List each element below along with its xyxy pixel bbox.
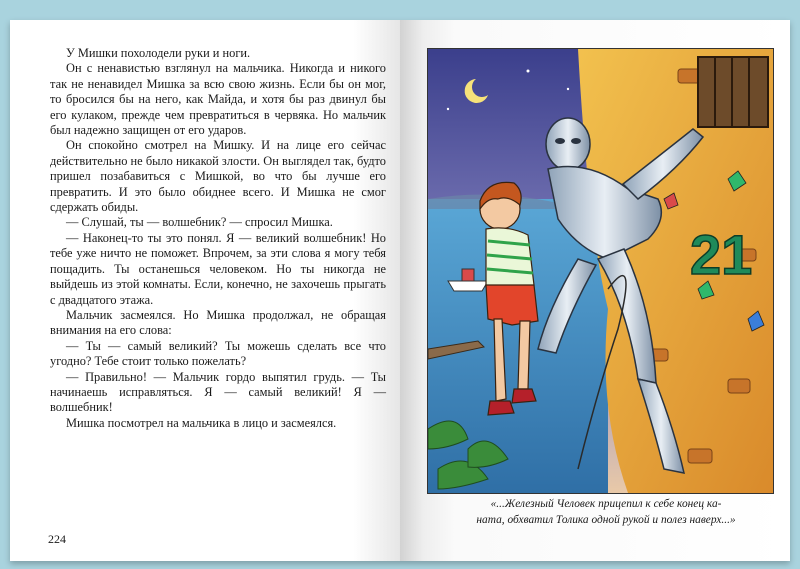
page-number: 224 [48,532,66,546]
paragraph: — Наконец-то ты это понял. Я — великий волшебник! Но тебе уже ничто не поможет. Впрочем, за эти слова я могу тебя пощадить. Ты останешься человеком. Но ты никогда не выйдешь из этой комнаты. Если, конечно, не захочешь прыгать с двадцатого этажа. [50,230,386,307]
story-text [50,46,386,431]
illustration-caption [436,496,776,528]
right-page [400,20,790,561]
illustration [427,48,774,494]
paragraph: — Ты — самый великий? Ты можешь сделать все что угодно? Тебе стоит только пожелать? [50,338,386,369]
paragraph: — Слушай, ты — волшебник? — спросил Мишка. [66,215,333,230]
paragraph: У Мишки похолодели руки и ноги. [66,46,251,60]
paragraph: Мальчик засмеялся. Но Мишка продолжал, не обращая внимания на его слова: [50,307,386,338]
wall-number: 21 [690,223,753,286]
caption-line: ната, обхватил Толика одной рукой и полез наверх...» [476,514,736,526]
paragraph: — Правильно! — Мальчик гордо выпятил грудь. — Ты начинаешь исправляться. Я — самый великий! Я — волшебник! [50,369,386,415]
open-book [10,20,790,561]
paragraph: Мишка посмотрел на мальчика в лицо и засмеялся. [66,415,337,430]
paragraph: Он спокойно смотрел на Мишку. И на лице его сейчас действительно не было никакой злости. Он выглядел так, будто пришел позабавиться с Мишкой, во что бы лучше его превратить. И это было обиднее всего. И Мишка не смог сдержать обиды. [50,138,386,215]
illustration-drawing [428,49,773,493]
left-page [10,20,400,561]
paragraph: Он с ненавистью взглянул на мальчика. Никогда и никого так не ненавидел Мишка за всю свою жизнь. Если бы он мог, то бросился бы на него, как Майда, и хотя бы раз двинул бы его кулаком, прежде чем превратиться в червяка. Но мальчик был надежно защищен от его ударов. [50,61,386,138]
caption-line: «...Железный Человек прицепил к себе конец ка- [490,498,722,510]
